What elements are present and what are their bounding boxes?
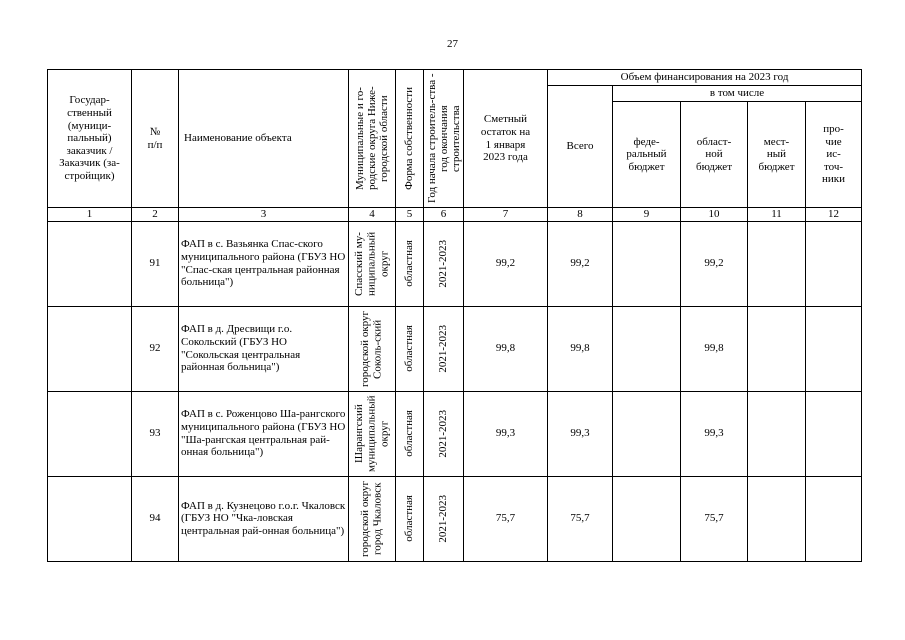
cell-other (806, 476, 862, 561)
cell-years: 2021-2023 (424, 391, 464, 476)
table-row (48, 306, 862, 391)
page-number: 27 (447, 38, 458, 50)
cell-municipality: Спасский му-ниципальный округ (349, 221, 396, 306)
table-row (48, 221, 862, 306)
table-row (48, 391, 862, 476)
column-number: 9 (613, 208, 681, 222)
cell-customer (48, 306, 132, 391)
header-local: мест- ный бюджет (748, 102, 806, 208)
cell-years: 2021-2023 (424, 476, 464, 561)
cell-years: 2021-2023 (424, 306, 464, 391)
cell-num: 92 (132, 306, 179, 391)
cell-num: 93 (132, 391, 179, 476)
cell-regional: 75,7 (681, 476, 748, 561)
header-regional: област- ной бюджет (681, 102, 748, 208)
financing-table (47, 69, 862, 562)
column-number: 11 (748, 208, 806, 222)
cell-object-name: ФАП в д. Кузнецово г.о.г. Чкаловск (ГБУЗ НО "Чка-ловская центральная рай-онная больница") (179, 476, 349, 561)
cell-local (748, 476, 806, 561)
column-number-row (48, 208, 862, 222)
cell-ownership: областная (396, 306, 424, 391)
cell-other (806, 306, 862, 391)
column-number: 5 (396, 208, 424, 222)
cell-num: 91 (132, 221, 179, 306)
cell-customer (48, 476, 132, 561)
header-years: Год начала строитель-ства - год окончания строительства (424, 70, 464, 208)
cell-other (806, 221, 862, 306)
header-including: в том числе (613, 86, 862, 102)
column-number: 4 (349, 208, 396, 222)
cell-federal (613, 221, 681, 306)
cell-federal (613, 476, 681, 561)
cell-ownership: областная (396, 391, 424, 476)
column-number: 10 (681, 208, 748, 222)
header-federal: феде- ральный бюджет (613, 102, 681, 208)
cell-customer (48, 221, 132, 306)
cell-other (806, 391, 862, 476)
cell-balance: 99,3 (464, 391, 548, 476)
cell-local (748, 391, 806, 476)
header-num: № п/п (132, 70, 179, 208)
cell-total: 99,3 (548, 391, 613, 476)
header-municipality: Муниципальные и го-родские округа Ниже-городской области (349, 70, 396, 208)
column-number: 8 (548, 208, 613, 222)
cell-years: 2021-2023 (424, 221, 464, 306)
column-number: 1 (48, 208, 132, 222)
cell-regional: 99,8 (681, 306, 748, 391)
header-ownership: Форма собственности (396, 70, 424, 208)
header-customer: Государ- ственный (муници- пальный) заказчик / Заказчик (за- стройщик) (48, 70, 132, 208)
column-number: 6 (424, 208, 464, 222)
cell-local (748, 221, 806, 306)
cell-municipality: Шарангский муниципальный округ (349, 391, 396, 476)
table-row (48, 476, 862, 561)
cell-balance: 99,2 (464, 221, 548, 306)
header-other: про- чие ис- точ- ники (806, 102, 862, 208)
cell-municipality: городской округ город Чкаловск (349, 476, 396, 561)
cell-total: 99,8 (548, 306, 613, 391)
header-funding-group: Объем финансирования на 2023 год (548, 70, 862, 86)
cell-num: 94 (132, 476, 179, 561)
column-number: 7 (464, 208, 548, 222)
column-number: 2 (132, 208, 179, 222)
header-total: Всего (548, 86, 613, 208)
cell-municipality: городской округ Соколь-ский (349, 306, 396, 391)
cell-ownership: областная (396, 221, 424, 306)
cell-total: 99,2 (548, 221, 613, 306)
cell-ownership: областная (396, 476, 424, 561)
cell-local (748, 306, 806, 391)
cell-total: 75,7 (548, 476, 613, 561)
cell-balance: 99,8 (464, 306, 548, 391)
cell-object-name: ФАП в с. Вазьянка Спас-ского муниципального района (ГБУЗ НО "Спас-ская центральная районная больница") (179, 221, 349, 306)
column-number: 12 (806, 208, 862, 222)
cell-regional: 99,2 (681, 221, 748, 306)
cell-federal (613, 306, 681, 391)
column-number: 3 (179, 208, 349, 222)
cell-customer (48, 391, 132, 476)
header-balance: Сметный остаток на 1 января 2023 года (464, 70, 548, 208)
cell-object-name: ФАП в д. Дресвищи г.о. Сокольский (ГБУЗ НО "Сокольская центральная районная больница") (179, 306, 349, 391)
header-object-name: Наименование объекта (179, 70, 349, 208)
cell-balance: 75,7 (464, 476, 548, 561)
cell-federal (613, 391, 681, 476)
cell-object-name: ФАП в с. Роженцово Ша-рангского муниципального района (ГБУЗ НО "Ша-рангская центральная рай-онная больница") (179, 391, 349, 476)
cell-regional: 99,3 (681, 391, 748, 476)
